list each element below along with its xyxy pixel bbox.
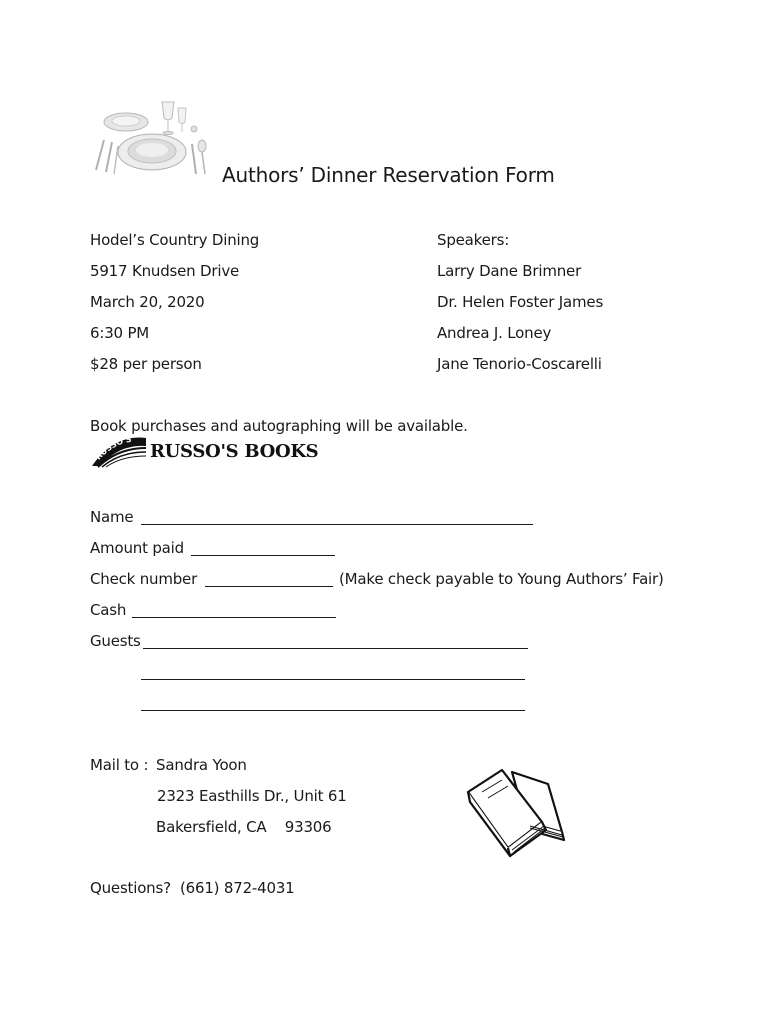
- name-label: Name: [90, 508, 134, 526]
- russos-badge-icon: [90, 434, 148, 468]
- check-payable-note: (Make check payable to Young Authors’ Fair): [339, 570, 664, 588]
- name-field[interactable]: [141, 524, 533, 525]
- russos-books-wordmark: RUSSO'S BOOKS: [150, 441, 319, 462]
- speaker-item: Jane Tenorio-Coscarelli: [437, 355, 602, 373]
- check-number-field[interactable]: [205, 586, 333, 587]
- questions-phone: (661) 872-4031: [180, 879, 295, 897]
- speaker-item: Andrea J. Loney: [437, 324, 552, 342]
- russos-books-logo: [90, 434, 319, 468]
- speakers-heading: Speakers:: [437, 231, 510, 249]
- guests-field-line-2[interactable]: [141, 679, 525, 680]
- form-title: Authors’ Dinner Reservation Form: [222, 163, 555, 187]
- amount-paid-label: Amount paid: [90, 539, 184, 557]
- table-setting-image: [92, 96, 214, 178]
- venue-name: Hodel’s Country Dining: [90, 231, 260, 249]
- mail-recipient: Sandra Yoon: [156, 756, 247, 774]
- book-note: Book purchases and autographing will be available.: [90, 417, 468, 435]
- check-number-label: Check number: [90, 570, 198, 588]
- event-date: March 20, 2020: [90, 293, 205, 311]
- questions-label: Questions?: [90, 879, 171, 897]
- event-time: 6:30 PM: [90, 324, 150, 342]
- guests-field[interactable]: [143, 648, 528, 649]
- mail-city: Bakersfield, CA 93306: [156, 818, 332, 836]
- mail-street: 2323 Easthills Dr., Unit 61: [157, 787, 347, 805]
- svg-text:RUSSO'S: RUSSO'S: [93, 434, 133, 462]
- amount-paid-field[interactable]: [191, 555, 335, 556]
- speaker-item: Dr. Helen Foster James: [437, 293, 604, 311]
- event-price: $28 per person: [90, 355, 202, 373]
- books-icon: [462, 762, 570, 860]
- cash-field[interactable]: [132, 617, 336, 618]
- speaker-item: Larry Dane Brimner: [437, 262, 582, 280]
- venue-address: 5917 Knudsen Drive: [90, 262, 240, 280]
- mail-to-label: Mail to :: [90, 756, 149, 774]
- guests-label: Guests: [90, 632, 141, 650]
- guests-field-line-3[interactable]: [141, 710, 525, 711]
- cash-label: Cash: [90, 601, 127, 619]
